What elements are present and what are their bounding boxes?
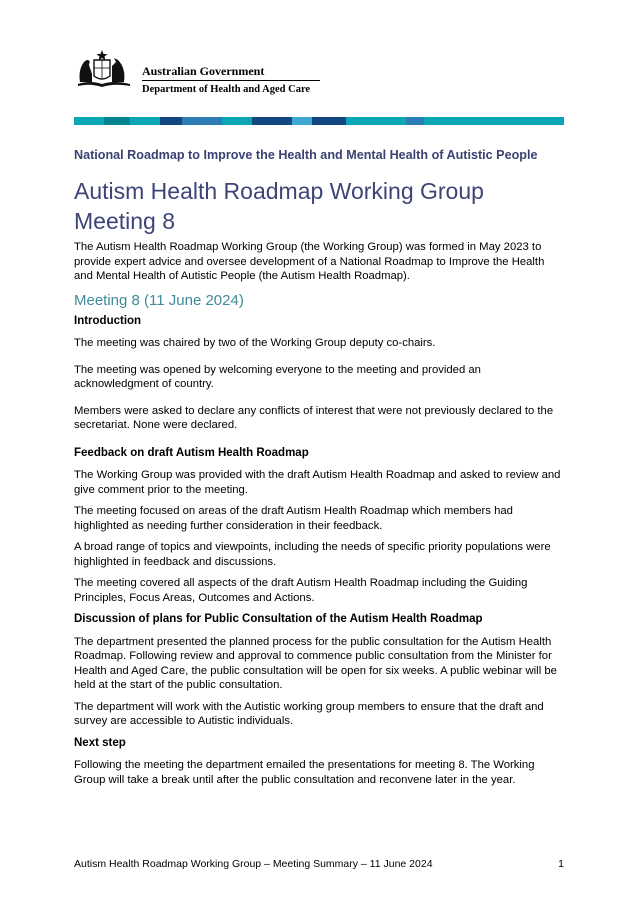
stripe-segment xyxy=(292,117,312,125)
stripe-segment xyxy=(424,117,564,125)
stripe-segment xyxy=(182,117,222,125)
coat-of-arms-logo xyxy=(74,46,134,92)
stripe-segment xyxy=(160,117,182,125)
document-body xyxy=(74,240,566,794)
consultation-paragraph-1: The department presented the planned process for the public consultation for the Autism Health Roadmap. Following review and approval to commence public consultation from the Minister for Health and Aged Care, the public consultation will be open for six weeks. A public webinar will be held at the start of the public consultation. xyxy=(74,635,557,691)
stripe-segment xyxy=(130,117,160,125)
page-title-line2: Meeting 8 xyxy=(74,208,176,234)
page-title-line1: Autism Health Roadmap Working Group xyxy=(74,178,484,204)
stripe-segment xyxy=(312,117,346,125)
department-name: Department of Health and Aged Care xyxy=(142,84,311,95)
stripe-segment xyxy=(346,117,406,125)
next-step-heading: Next step xyxy=(74,736,126,749)
feedback-paragraph-4: The meeting covered all aspects of the draft Autism Health Roadmap including the Guiding Principles, Focus Areas, Outcomes and Actions. xyxy=(74,577,528,604)
feedback-paragraph-1: The Working Group was provided with the draft Autism Health Roadmap and asked to review and give comment prior to the meeting. xyxy=(74,469,561,496)
introduction-paragraph-3: Members were asked to declare any conflicts of interest that were not previously declared to the secretariat. None were declared. xyxy=(74,404,554,431)
stripe-segment xyxy=(74,117,104,125)
page-title xyxy=(74,176,484,236)
feedback-paragraph-3: A broad range of topics and viewpoints, including the needs of specific priority populations were highlighted in feedback and discussions. xyxy=(74,541,551,568)
stripe-segment xyxy=(252,117,292,125)
government-identifier xyxy=(142,64,320,97)
stripe-segment xyxy=(406,117,424,125)
page-footer xyxy=(74,858,564,870)
consultation-paragraph-2: The department will work with the Autistic working group members to ensure that the draft and survey are accessible to Autistic individuals. xyxy=(74,700,544,727)
meeting-heading: Meeting 8 (11 June 2024) xyxy=(74,291,244,309)
feedback-paragraph-2: The meeting focused on areas of the draft Autism Health Roadmap which members had highlighted as needing further consideration in their feedback. xyxy=(74,505,513,532)
stripe-segment xyxy=(222,117,252,125)
government-name: Australian Government xyxy=(142,64,320,81)
next-step-paragraph: Following the meeting the department emailed the presentations for meeting 8. The Working Group will take a break until after the public consultation and reconvene later in the year. xyxy=(74,759,535,786)
intro-paragraph: The Autism Health Roadmap Working Group (the Working Group) was formed in May 2023 to provide expert advice and oversee development of a National Roadmap to Improve the Health and Mental Health of Autistic People (the Autism Health Roadmap). xyxy=(74,241,545,282)
document-subtitle: National Roadmap to Improve the Health and Mental Health of Autistic People xyxy=(74,148,538,162)
header-stripe xyxy=(74,117,564,125)
feedback-heading: Feedback on draft Autism Health Roadmap xyxy=(74,446,309,459)
introduction-paragraph-1: The meeting was chaired by two of the Working Group deputy co-chairs. xyxy=(74,337,436,349)
page-number: 1 xyxy=(558,858,564,870)
introduction-paragraph-2: The meeting was opened by welcoming everyone to the meeting and provided an acknowledgment of country. xyxy=(74,363,481,390)
stripe-segment xyxy=(104,117,130,125)
introduction-heading: Introduction xyxy=(74,314,142,327)
consultation-heading: Discussion of plans for Public Consultation of the Autism Health Roadmap xyxy=(74,613,483,625)
footer-text: Autism Health Roadmap Working Group – Meeting Summary – 11 June 2024 xyxy=(74,858,433,870)
